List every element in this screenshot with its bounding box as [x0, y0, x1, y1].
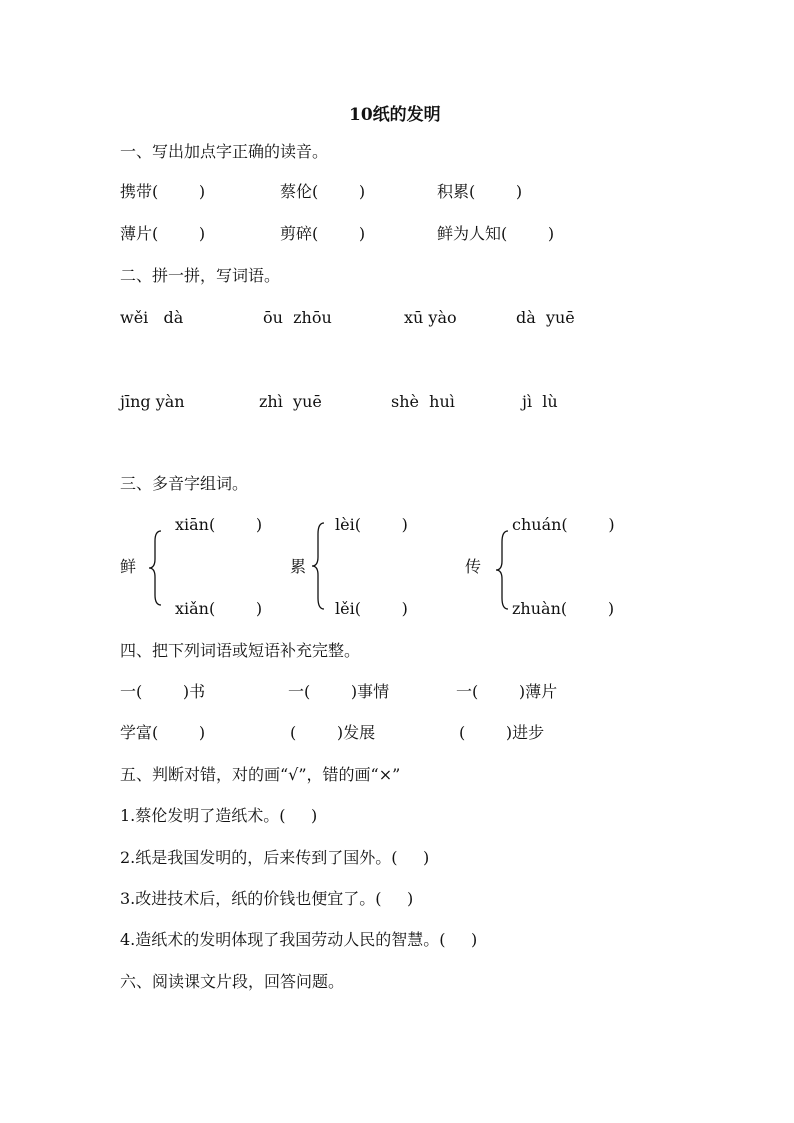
section1-item: 积累( ) — [437, 182, 523, 201]
judgement-item: 2.纸是我国发明的，后来传到了国外。( ) — [120, 848, 430, 867]
section1-heading: 一、写出加点字正确的读音。 — [120, 142, 329, 161]
page-title: 10纸的发明 — [349, 105, 441, 125]
polyphone-reading: xiǎn( ) — [175, 599, 263, 618]
pinyin-item: ōu zhōu — [263, 308, 332, 327]
section1-item: 鲜为人知( ) — [437, 224, 555, 243]
section2-heading: 二、拼一拼，写词语。 — [120, 266, 281, 285]
section1-item: 薄片( ) — [120, 224, 206, 243]
polyphone-reading: chuán( ) — [512, 515, 615, 534]
section4-item: 一( )薄片 — [456, 682, 558, 701]
section1-item: 携带( ) — [120, 182, 206, 201]
polyphone-reading: xiān( ) — [175, 515, 263, 534]
pinyin-item: jīng yàn — [120, 392, 185, 411]
section1-item: 蔡伦( ) — [280, 182, 366, 201]
judgement-item: 1.蔡伦发明了造纸术。( ) — [120, 806, 318, 825]
polyphone-reading: lèi( ) — [335, 515, 408, 534]
section6-heading: 六、阅读课文片段，回答问题。 — [120, 972, 345, 991]
polyphone-char: 鲜 — [120, 557, 137, 576]
section4-item: 一( )书 — [120, 682, 206, 701]
section4-item: 学富( ) — [120, 723, 206, 742]
pinyin-item: xū yào — [404, 308, 457, 327]
brace-icon — [494, 529, 510, 611]
polyphone-reading: lěi( ) — [335, 599, 408, 618]
section4-item: 一( )事情 — [288, 682, 390, 701]
section4-item: ( )发展 — [290, 723, 376, 742]
section5-heading: 五、判断对错，对的画“√”，错的画“×” — [120, 765, 401, 784]
judgement-item: 4.造纸术的发明体现了我国劳动人民的智慧。( ) — [120, 930, 478, 949]
polyphone-char: 累 — [290, 557, 307, 576]
section4-heading: 四、把下列词语或短语补充完整。 — [120, 641, 361, 660]
pinyin-item: jì lù — [522, 392, 558, 411]
polyphone-reading: zhuàn( ) — [512, 599, 615, 618]
section1-item: 剪碎( ) — [280, 224, 366, 243]
pinyin-item: zhì yuē — [259, 392, 322, 411]
brace-icon — [147, 529, 163, 607]
pinyin-item: shè huì — [391, 392, 455, 411]
polyphone-char: 传 — [465, 557, 482, 576]
section3-heading: 三、多音字组词。 — [120, 474, 249, 493]
section4-item: ( )进步 — [459, 723, 545, 742]
pinyin-item: wěi dà — [120, 308, 184, 327]
judgement-item: 3.改进技术后，纸的价钱也便宜了。( ) — [120, 889, 414, 908]
brace-icon — [310, 521, 326, 611]
pinyin-item: dà yuē — [516, 308, 575, 327]
